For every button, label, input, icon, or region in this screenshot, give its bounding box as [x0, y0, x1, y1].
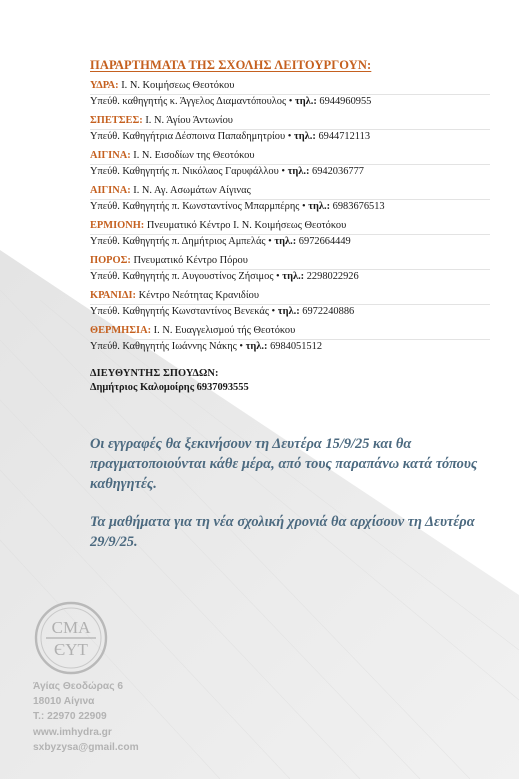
- footer-address: Άγίας Θεοδώρας 6: [33, 681, 123, 692]
- logo-lettering-bottom: ЄΥΤ: [54, 640, 88, 659]
- footer-website[interactable]: www.imhydra.gr: [33, 726, 112, 738]
- branches-heading: ΠΑΡΑΡΤΗΜΑΤΑ ΤΗΣ ΣΧΟΛΗΣ ΛΕΙΤΟΥΡΓΟΥΝ:: [90, 58, 372, 72]
- branch-contact-line: [90, 95, 490, 109]
- branch-phone[interactable]: 6944712113: [315, 130, 371, 142]
- director-name: Δημήτριος Καλομοίρης 6937093555: [90, 381, 249, 393]
- contact-footer: [33, 679, 139, 755]
- branch-contact-line: [90, 270, 490, 284]
- branch-entry: [90, 254, 490, 283]
- branch-venue: Πνευματικό Κέντρο Ι. Ν. Κοιμήσεως Θεοτόκου: [144, 220, 347, 231]
- branch-phone[interactable]: 6944960955: [316, 95, 372, 107]
- branch-title-line: [90, 324, 490, 340]
- tel-label: τηλ.:: [294, 95, 317, 107]
- branch-entry: [90, 219, 490, 248]
- branch-teacher: Υπεύθ. καθηγητής κ. Άγγελος Διαμαντόπουλος •: [90, 95, 295, 107]
- announcement: [90, 434, 490, 570]
- branch-entry: [90, 149, 490, 178]
- branch-place: ΣΠΕΤΣΕΣ:: [90, 115, 143, 126]
- branch-venue: Ι. Ν. Ευαγγελισμού τής Θεοτόκου: [151, 325, 296, 336]
- branch-phone[interactable]: 6972240886: [299, 305, 355, 317]
- footer-email[interactable]: sxbyzysa@gmail.com: [33, 741, 139, 753]
- branch-title-line: [90, 254, 490, 270]
- branch-phone[interactable]: 6942036777: [309, 165, 364, 177]
- branch-contact-line: [90, 165, 490, 179]
- branch-place: ΘΕΡΜΗΣΙΑ:: [90, 325, 152, 336]
- branch-venue: Ι. Ν. Εισοδίων της Θεοτόκου: [130, 150, 255, 161]
- branch-place: ΥΔΡΑ:: [90, 80, 119, 91]
- branch-title-line: [90, 149, 490, 165]
- branch-contact-line: [90, 235, 490, 249]
- branch-contact-line: [90, 340, 490, 354]
- tel-label: τηλ.:: [245, 340, 268, 352]
- tel-label: τηλ.:: [308, 200, 331, 212]
- tel-label: τηλ.:: [282, 270, 305, 282]
- branch-teacher: Υπεύθ. Καθηγήτρια Δέσποινα Παπαδημητρίου •: [90, 130, 294, 142]
- branch-venue: Πνευματικό Κέντρο Πόρου: [130, 255, 248, 266]
- branch-place: ΕΡΜΙΟΝΗ:: [90, 220, 145, 231]
- branch-list: [90, 79, 490, 353]
- branch-venue: Ι. Ν. Αγ. Ασωμάτων Αίγινας: [130, 185, 251, 196]
- announcement-lessons: Τα μαθήματα για τη νέα σχολική χρονιά θα αρχίσουν τη Δευτέρα 29/9/25.: [90, 514, 475, 550]
- footer-city: 18010 Αίγινα: [33, 696, 95, 708]
- branch-place: ΑΙΓΙΝΑ:: [90, 185, 131, 196]
- tel-label: τηλ.:: [277, 305, 300, 317]
- branch-contact-line: [90, 200, 490, 214]
- tel-label: τηλ.:: [274, 235, 297, 247]
- branch-contact-line: [90, 130, 490, 144]
- branch-title-line: [90, 184, 490, 200]
- branch-phone[interactable]: 2298022926: [304, 270, 359, 282]
- logo-lettering-top: СМА: [51, 618, 91, 637]
- branch-entry: [90, 324, 490, 353]
- branch-entry: [90, 114, 490, 143]
- branch-title-line: [90, 114, 490, 130]
- school-seal-logo: [33, 600, 109, 676]
- branch-place: ΚΡΑΝΙΔΙ:: [90, 290, 136, 301]
- branch-teacher: Υπεύθ. Καθηγητής π. Αυγουστίνος Ζήσιμος •: [90, 270, 283, 282]
- branch-phone[interactable]: 6983676513: [330, 200, 385, 212]
- announcement-registration: Οι εγγραφές θα ξεκινήσουν τη Δευτέρα 15/9/25 και θα πραγματοποιούνται κάθε μέρα, από τους παραπάνω κατά τόπους καθηγητές.: [90, 436, 478, 492]
- branch-contact-line: [90, 305, 490, 319]
- branch-teacher: Υπεύθ. Καθηγητής π. Νικόλαος Γαρυφάλλου •: [90, 165, 288, 177]
- branch-teacher: Υπεύθ. Καθηγητής Ιωάννης Νάκης •: [90, 340, 246, 352]
- branch-entry: [90, 184, 490, 213]
- branch-phone[interactable]: 6972664449: [296, 235, 351, 247]
- branch-entry: [90, 289, 490, 318]
- branch-teacher: Υπεύθ. Καθηγητής π. Δημήτριος Αμπελάς •: [90, 235, 275, 247]
- branch-entry: [90, 79, 490, 108]
- director-block: [90, 367, 490, 394]
- branch-venue: Ι. Ν. Άγίου Άντωνίου: [142, 115, 233, 126]
- branch-venue: Κέντρο Νεότητας Κρανιδίου: [135, 290, 259, 301]
- director-title: ΔΙΕΥΘΥΝΤΗΣ ΣΠΟΥΔΩΝ:: [90, 368, 219, 379]
- branch-place: ΑΙΓΙΝΑ:: [90, 150, 131, 161]
- tel-label: τηλ.:: [287, 165, 310, 177]
- branch-venue: Ι. Ν. Κοιμήσεως Θεοτόκου: [118, 80, 235, 91]
- footer-phone: Τ.: 22970 22909: [33, 711, 107, 723]
- branch-teacher: Υπεύθ. Καθηγητής Κωνσταντίνος Βενεκάς •: [90, 305, 278, 317]
- branch-title-line: [90, 219, 490, 235]
- tel-label: τηλ.:: [293, 130, 316, 142]
- branches-section: [90, 58, 490, 394]
- branch-place: ΠΟΡΟΣ:: [90, 255, 131, 266]
- branch-teacher: Υπεύθ. Καθηγητής π. Κωνσταντίνος Μπαρμπέρης •: [90, 200, 309, 212]
- branch-title-line: [90, 79, 490, 95]
- branch-title-line: [90, 289, 490, 305]
- branch-phone[interactable]: 6984051512: [267, 340, 323, 352]
